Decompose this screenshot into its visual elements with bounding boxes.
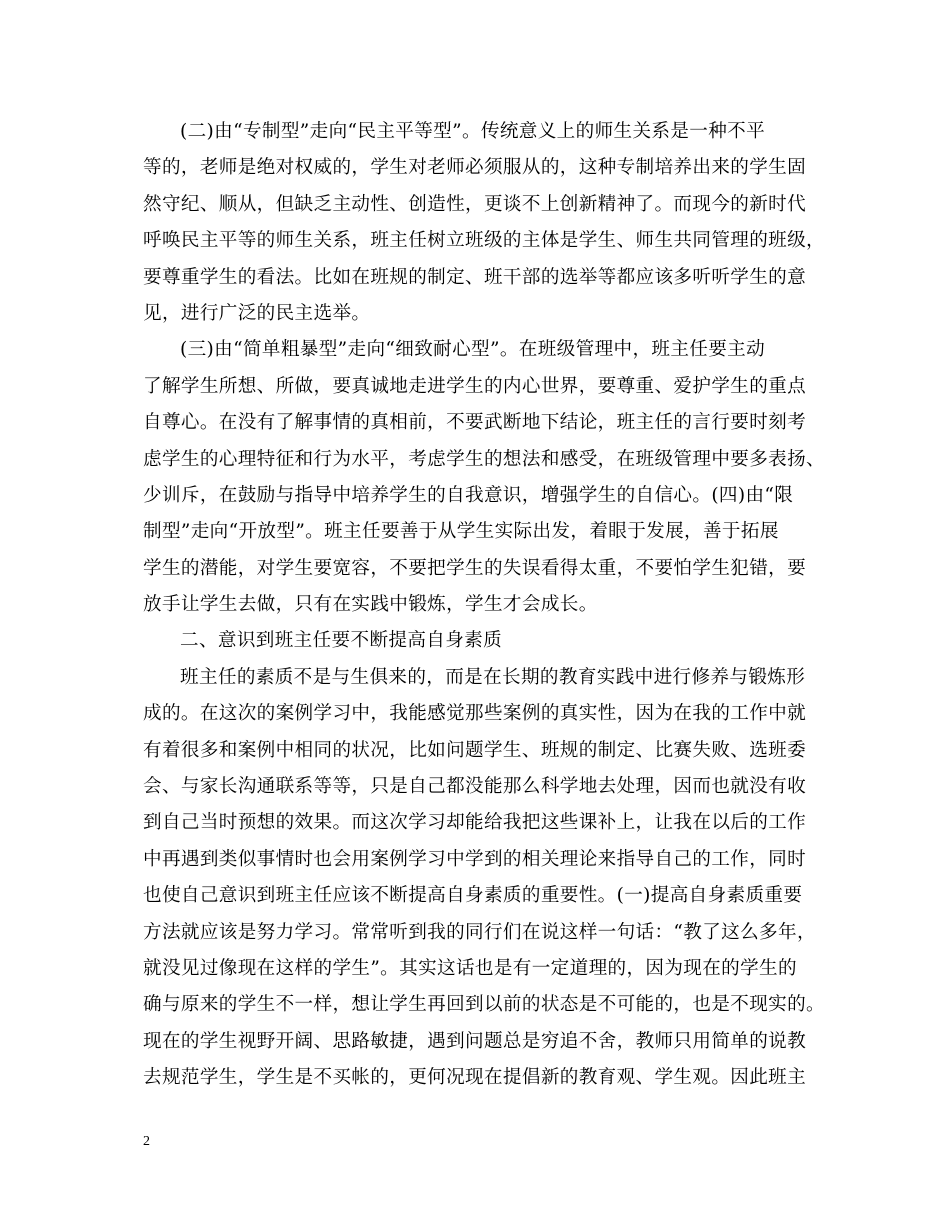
paragraph-line: 到自己当时预想的效果。而这次学习却能给我把这些课补上，让我在以后的工作 xyxy=(143,812,807,834)
paragraph-line: 确与原来的学生不一样，想让学生再回到以前的状态是不可能的，也是不现实的。 xyxy=(143,994,825,1016)
paragraph-line: 虑学生的心理特征和行为水平，考虑学生的想法和感受，在班级管理中要多表扬、 xyxy=(143,448,825,470)
paragraph-line: 见，进行广泛的民主选举。 xyxy=(143,302,371,324)
paragraph-line: (三)由“简单粗暴型”走向“细致耐心型”。在班级管理中，班主任要主动 xyxy=(180,339,766,361)
paragraph-line: 少训斥，在鼓励与指导中培养学生的自我意识，增强学生的自信心。(四)由“限 xyxy=(143,484,794,506)
paragraph-line: 呼唤民主平等的师生关系，班主任树立班级的主体是学生、师生共同管理的班级， xyxy=(143,230,825,252)
paragraph-line: 制型”走向“开放型”。班主任要善于从学生实际出发，着眼于发展，善于拓展 xyxy=(143,521,779,543)
paragraph-line: 中再遇到类似事情时也会用案例学习中学到的相关理论来指导自己的工作，同时 xyxy=(143,848,807,870)
paragraph-line: 等的，老师是绝对权威的，学生对老师必须服从的，这种专制培养出来的学生固 xyxy=(143,157,807,179)
paragraph-line: 要尊重学生的看法。比如在班规的制定、班干部的选举等都应该多听听学生的意 xyxy=(143,266,807,288)
paragraph-line: 自尊心。在没有了解事情的真相前，不要武断地下结论，班主任的言行要时刻考 xyxy=(143,412,807,434)
paragraph-line: 方法就应该是努力学习。常常听到我的同行们在说这样一句话：“教了这么多年， xyxy=(143,921,816,943)
paragraph-line: 有着很多和案例中相同的状况，比如问题学生、班规的制定、比赛失败、选班委 xyxy=(143,739,807,761)
paragraph-line: 成的。在这次的案例学习中，我能感觉那些案例的真实性，因为在我的工作中就 xyxy=(143,703,807,725)
paragraph-line: 去规范学生，学生是不买帐的，更何况现在提倡新的教育观、学生观。因此班主 xyxy=(143,1067,807,1089)
paragraph-line: 了解学生所想、所做，要真诚地走进学生的内心世界，要尊重、爱护学生的重点 xyxy=(143,375,807,397)
paragraph-line: 就没见过像现在这样的学生”。其实这话也是有一定道理的，因为现在的学生的 xyxy=(143,957,797,979)
paragraph-line: 会、与家长沟通联系等等，只是自己都没能那么科学地去处理，因而也就没有收 xyxy=(143,776,807,798)
paragraph-line: 也使自己意识到班主任应该不断提高自身素质的重要性。(一)提高自身素质重要 xyxy=(143,885,803,907)
paragraph-line: 学生的潜能，对学生要宽容，不要把学生的失误看得太重，不要怕学生犯错，要 xyxy=(143,557,807,579)
paragraph-line: 然守纪、顺从，但缺乏主动性、创造性，更谈不上创新精神了。而现今的新时代 xyxy=(143,193,807,215)
paragraph-line: 放手让学生去做，只有在实践中锻炼，学生才会成长。 xyxy=(143,594,598,616)
page-number: 2 xyxy=(143,1134,150,1149)
paragraph-line: (二)由“专制型”走向“民主平等型”。传统意义上的师生关系是一种不平 xyxy=(180,121,766,142)
paragraph-line: 现在的学生视野开阔、思路敏捷，遇到问题总是穷追不舍，教师只用简单的说教 xyxy=(143,1030,807,1052)
paragraph-line: 班主任的素质不是与生俱来的，而是在长期的教育实践中进行修养与锻炼形 xyxy=(180,666,806,688)
section-heading: 二、意识到班主任要不断提高自身素质 xyxy=(180,630,503,652)
body-text xyxy=(143,114,825,1097)
